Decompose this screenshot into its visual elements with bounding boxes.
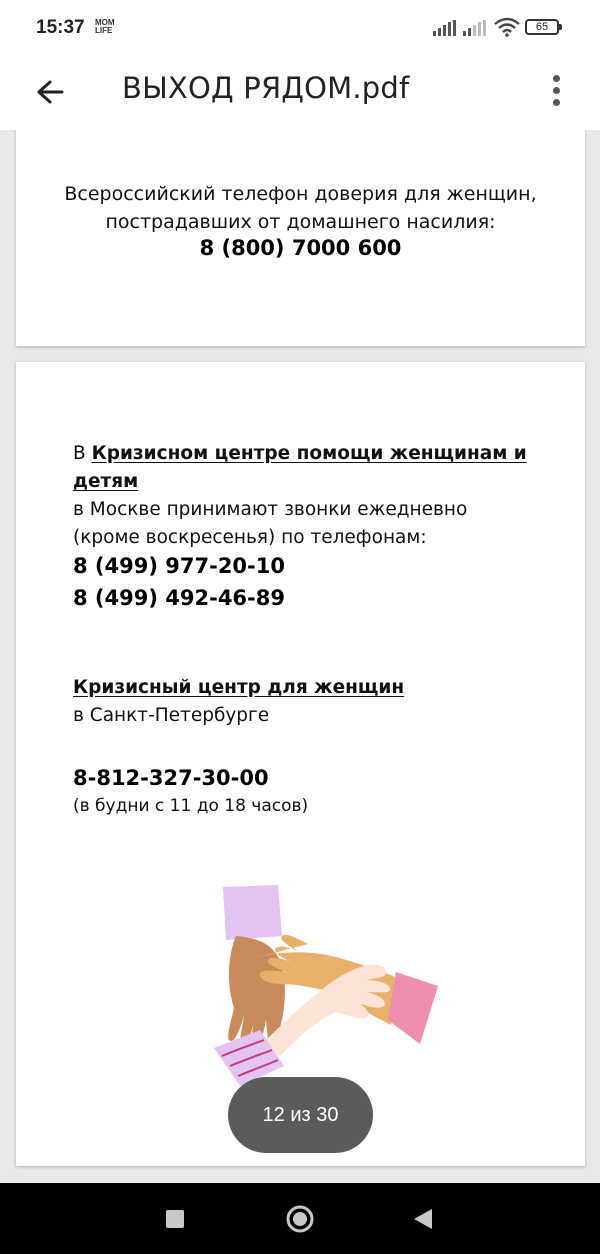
- app-badge-line1: MOM: [95, 18, 115, 27]
- back-button[interactable]: [28, 70, 72, 114]
- document-title: ВЫХОД РЯДОМ.pdf: [122, 71, 410, 105]
- square-recents-icon: [156, 1200, 194, 1238]
- hands-illustration: [196, 880, 446, 1090]
- pdf-page-11: [16, 110, 585, 346]
- home-button[interactable]: [281, 1200, 319, 1238]
- page-indicator: 12 из 30: [228, 1077, 373, 1153]
- status-time: 15:37: [36, 17, 85, 38]
- hotline-desc-line2: пострадавших от домашнего насилия:: [105, 211, 496, 233]
- pdf-page-12: [16, 362, 585, 1166]
- moscow-line2: в Москве принимают звонки ежедневно: [73, 499, 468, 520]
- moscow-phone-1: 8 (499) 977-20-10: [73, 554, 285, 578]
- cell-signal-icon: [433, 20, 457, 36]
- nav-back-button[interactable]: [404, 1200, 442, 1238]
- momlife-app-icon: [95, 19, 115, 35]
- app-badge-line2: LIFE: [95, 26, 113, 35]
- recents-button[interactable]: [156, 1200, 194, 1238]
- moscow-phones: [73, 550, 285, 614]
- moscow-center-name: Кризисном центре помощи женщинам и детям: [73, 443, 527, 492]
- app-bar: [0, 56, 600, 130]
- spb-contact: [73, 762, 308, 818]
- moscow-line3: (кроме воскресенья) по телефонам:: [73, 527, 427, 548]
- wifi-icon: [494, 17, 520, 37]
- battery-icon: 65: [525, 19, 559, 35]
- spb-phone: 8-812-327-30-00: [73, 766, 269, 790]
- spb-center-block: [73, 674, 404, 730]
- spb-hours: (в будни с 11 до 18 часов): [73, 796, 309, 816]
- status-bar: [0, 0, 600, 56]
- hotline-number: 8 (800) 7000 600: [199, 236, 402, 260]
- circle-home-icon: [281, 1200, 319, 1238]
- pink-sleeve: [388, 972, 438, 1044]
- triangle-back-icon: [404, 1200, 442, 1238]
- system-nav-bar: [0, 1183, 600, 1254]
- cell-signal-2-icon: [463, 20, 487, 36]
- spb-city: в Санкт-Петербурге: [73, 705, 270, 726]
- arrow-left-icon: [28, 70, 72, 114]
- more-vert-icon: [553, 75, 560, 82]
- moscow-phone-2: 8 (499) 492-46-89: [73, 586, 285, 610]
- hotline-description: [16, 180, 585, 236]
- moscow-center-block: [73, 440, 585, 552]
- moscow-prefix: В: [73, 443, 92, 464]
- more-options-button[interactable]: [541, 72, 573, 112]
- spb-center-name: Кризисный центр для женщин: [73, 677, 405, 698]
- hotline-desc-line1: Всероссийский телефон доверия для женщин,: [64, 183, 537, 205]
- lilac-sleeve: [223, 885, 282, 940]
